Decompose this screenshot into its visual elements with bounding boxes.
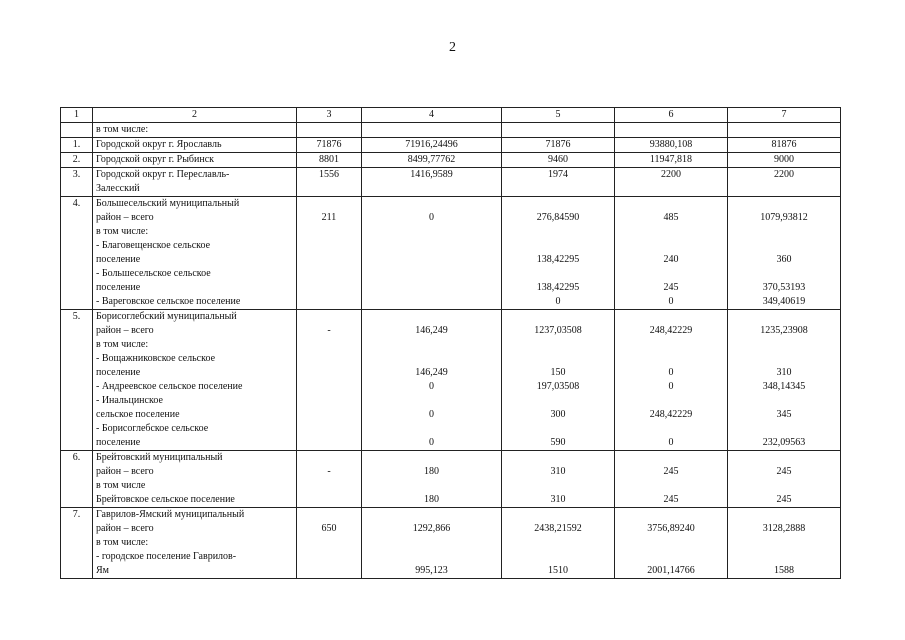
municipality-name (93, 168, 297, 197)
value-line (505, 394, 611, 408)
value-line: 0 (668, 437, 674, 448)
row-number: 3. (61, 168, 93, 197)
value-line (505, 451, 611, 465)
name-line: - Вощажниковское сельское (96, 353, 216, 364)
value-line (365, 310, 498, 324)
value-line (300, 451, 358, 465)
value-line: 2200 (774, 169, 794, 180)
value-line (731, 422, 837, 436)
value-cell-c6 (615, 508, 728, 579)
value-line (618, 422, 724, 436)
table-row (61, 508, 841, 579)
value-line: 1556 (319, 169, 339, 180)
value-line: 2200 (661, 169, 681, 180)
value-line: 8801 (319, 154, 339, 165)
value-line (365, 225, 498, 239)
value-line (365, 508, 498, 522)
value-line: 245 (663, 494, 679, 505)
value-cell-c5 (502, 168, 615, 197)
value-line (618, 451, 724, 465)
name-line: поселение (96, 437, 141, 448)
value-line (731, 550, 837, 564)
value-cell-c7 (728, 508, 841, 579)
value-line (618, 338, 724, 352)
value-line (731, 239, 837, 253)
value-line (731, 225, 837, 239)
table-row (61, 310, 841, 451)
value-line (505, 422, 611, 436)
value-cell-c3 (297, 138, 362, 153)
municipality-name (93, 153, 297, 168)
value-line: 300 (550, 409, 566, 420)
value-line (618, 310, 724, 324)
name-line: район – всего (96, 325, 154, 336)
value-line (300, 295, 358, 309)
value-line: 1079,93812 (760, 212, 808, 223)
subheader-label: в том числе: (93, 123, 297, 138)
value-line: 1292,866 (412, 523, 451, 534)
name-line: - городское поселение Гаврилов- (96, 551, 237, 562)
value-line: 0 (429, 409, 434, 420)
header-cell: 7 (728, 108, 841, 123)
value-cell-c7 (728, 138, 841, 153)
name-line: - Большесельское сельское (96, 268, 211, 279)
row-number: 2. (61, 153, 93, 168)
value-line: 11947,818 (649, 154, 693, 165)
value-line: 590 (550, 437, 566, 448)
value-line: 1237,03508 (534, 325, 582, 336)
value-cell-c6 (615, 310, 728, 451)
value-line (365, 239, 498, 253)
value-line (300, 225, 358, 239)
value-cell-c4 (362, 451, 502, 508)
value-line: 71916,24496 (405, 139, 458, 150)
value-line (365, 295, 498, 309)
value-line (505, 310, 611, 324)
value-cell-c7 (728, 451, 841, 508)
value-cell-c3 (297, 197, 362, 310)
value-line: 0 (429, 381, 434, 392)
header-row (61, 108, 841, 123)
value-cell-c7 (728, 168, 841, 197)
value-cell-c5 (502, 138, 615, 153)
value-line: 360 (776, 254, 792, 265)
value-line: 71876 (316, 139, 342, 150)
header-cell: 3 (297, 108, 362, 123)
value-cell-c4 (362, 153, 502, 168)
table-row (61, 197, 841, 310)
value-line: 1974 (548, 169, 568, 180)
municipality-name (93, 197, 297, 310)
value-cell-c3 (297, 508, 362, 579)
value-line (618, 182, 724, 196)
value-line (618, 197, 724, 211)
value-line: 0 (668, 296, 674, 307)
value-line: 370,53193 (762, 282, 806, 293)
value-line (365, 281, 498, 295)
value-line (731, 338, 837, 352)
value-line: 81876 (771, 139, 797, 150)
value-line (505, 182, 611, 196)
name-line: Брейтовский муниципальный (96, 452, 223, 463)
value-cell-c3 (297, 168, 362, 197)
name-line: Городской округ г. Ярославль (96, 139, 222, 150)
value-line: 276,84590 (536, 212, 580, 223)
value-line (300, 479, 358, 493)
value-line: 650 (321, 523, 337, 534)
value-line (300, 408, 358, 422)
value-line: 146,249 (415, 367, 448, 378)
value-cell-c7 (728, 310, 841, 451)
value-cell-c5 (502, 310, 615, 451)
value-line: 0 (429, 437, 434, 448)
value-line: 180 (424, 466, 439, 477)
name-line: Гаврилов-Ямский муниципальный (96, 509, 245, 520)
name-line: поселение (96, 282, 141, 293)
value-line (365, 550, 498, 564)
value-line: 485 (663, 212, 679, 223)
name-line: - Андреевское сельское поселение (96, 381, 243, 392)
name-line: в том числе: (96, 226, 149, 237)
value-line: 138,42295 (536, 282, 580, 293)
header-cell: 1 (61, 108, 93, 123)
municipality-name (93, 138, 297, 153)
header-cell: 4 (362, 108, 502, 123)
header-cell: 5 (502, 108, 615, 123)
value-line: 211 (321, 212, 337, 223)
value-line (618, 267, 724, 281)
name-line: сельское поселение (96, 409, 180, 420)
name-line: район – всего (96, 212, 154, 223)
value-line (300, 394, 358, 408)
value-line (731, 267, 837, 281)
value-cell-c4 (362, 310, 502, 451)
name-line: район – всего (96, 523, 154, 534)
municipality-name (93, 508, 297, 579)
value-line (365, 338, 498, 352)
value-line (618, 239, 724, 253)
value-line: 245 (776, 466, 792, 477)
value-line: 9460 (548, 154, 568, 165)
value-line: 245 (776, 494, 792, 505)
value-line: 245 (663, 466, 679, 477)
row-number: 4. (61, 197, 93, 310)
name-line: в том числе (96, 480, 146, 491)
value-line (300, 197, 358, 211)
value-line: 2001,14766 (647, 565, 695, 576)
value-line: 0 (668, 367, 674, 378)
value-line: 245 (663, 282, 679, 293)
row-number: 6. (61, 451, 93, 508)
row-number: 7. (61, 508, 93, 579)
budget-table (60, 107, 841, 579)
value-line (618, 550, 724, 564)
value-cell-c6 (615, 197, 728, 310)
value-line: 3128,2888 (762, 523, 806, 534)
value-cell-c3 (297, 310, 362, 451)
value-line (365, 536, 498, 550)
value-cell-c4 (362, 138, 502, 153)
name-line: Брейтовское сельское поселение (96, 494, 235, 505)
value-line (300, 380, 358, 394)
value-line: 71876 (545, 139, 571, 150)
value-cell-c6 (615, 168, 728, 197)
value-line: 138,42295 (536, 254, 580, 265)
header-cell: 2 (93, 108, 297, 123)
value-line (618, 508, 724, 522)
name-line: - Борисоглебское сельское (96, 423, 209, 434)
name-line: Ям (96, 565, 109, 576)
value-line (618, 479, 724, 493)
value-line (505, 267, 611, 281)
value-line (731, 479, 837, 493)
value-line: 197,03508 (536, 381, 580, 392)
value-line (505, 239, 611, 253)
table-row (61, 451, 841, 508)
value-line: 3756,89240 (647, 523, 695, 534)
value-line: 0 (668, 381, 674, 392)
value-line (731, 352, 837, 366)
name-line: поселение (96, 367, 141, 378)
value-line (300, 182, 358, 196)
value-line: - (327, 325, 331, 336)
value-line (505, 479, 611, 493)
value-cell-c5 (502, 451, 615, 508)
table-row (61, 138, 841, 153)
value-line: 0 (429, 212, 434, 223)
value-line: 232,09563 (762, 437, 806, 448)
value-cell-c6 (615, 153, 728, 168)
value-line (300, 281, 358, 295)
value-line: 1416,9589 (410, 169, 453, 180)
value-cell-c3 (297, 153, 362, 168)
value-line (300, 352, 358, 366)
value-cell-c5 (502, 508, 615, 579)
value-line: 180 (424, 494, 439, 505)
name-line: Городской округ г. Рыбинск (96, 154, 215, 165)
value-line (505, 508, 611, 522)
value-line (618, 352, 724, 366)
value-line (365, 197, 498, 211)
value-cell-c5 (502, 197, 615, 310)
value-line (300, 422, 358, 436)
value-line (365, 394, 498, 408)
value-line (300, 493, 358, 507)
row-number: 1. (61, 138, 93, 153)
value-line (365, 451, 498, 465)
value-line: 995,123 (415, 565, 448, 576)
table-row (61, 153, 841, 168)
name-line: поселение (96, 254, 141, 265)
municipality-name (93, 451, 297, 508)
value-line (300, 536, 358, 550)
value-line: 1235,23908 (760, 325, 808, 336)
name-line: Большесельский муниципальный (96, 198, 240, 209)
value-line: 1510 (548, 565, 568, 576)
value-cell-c4 (362, 197, 502, 310)
name-line: Залесский (96, 183, 140, 194)
value-line: 150 (550, 367, 566, 378)
value-cell-c5 (502, 153, 615, 168)
value-line (300, 239, 358, 253)
name-line: - Благовещенское сельское (96, 240, 211, 251)
value-line (365, 422, 498, 436)
value-line (505, 225, 611, 239)
value-cell-c4 (362, 168, 502, 197)
value-line (731, 182, 837, 196)
name-line: Борисоглебский муниципальный (96, 311, 237, 322)
value-line: 1588 (774, 565, 794, 576)
name-line: - Инальцинское (96, 395, 163, 406)
value-line: 248,42229 (649, 409, 693, 420)
value-line (300, 366, 358, 380)
name-line: район – всего (96, 466, 154, 477)
value-line: 310 (550, 466, 566, 477)
value-line: 2438,21592 (534, 523, 582, 534)
value-line (731, 310, 837, 324)
name-line: в том числе: (96, 537, 149, 548)
value-line (300, 338, 358, 352)
value-line (505, 352, 611, 366)
value-cell-c6 (615, 138, 728, 153)
value-line: 9000 (774, 154, 794, 165)
value-line: - (327, 466, 331, 477)
value-line (365, 267, 498, 281)
header-cell: 6 (615, 108, 728, 123)
value-line (300, 267, 358, 281)
value-line (505, 197, 611, 211)
value-line (731, 508, 837, 522)
value-line (505, 338, 611, 352)
value-line: 345 (776, 409, 792, 420)
value-cell-c4 (362, 508, 502, 579)
value-line (618, 394, 724, 408)
value-line: 8499,77762 (407, 154, 456, 165)
subheader-row (61, 123, 841, 138)
page-number: 2 (449, 40, 456, 55)
value-line: 248,42229 (649, 325, 693, 336)
value-line (505, 550, 611, 564)
value-line (300, 253, 358, 267)
value-line (365, 182, 498, 196)
row-number: 5. (61, 310, 93, 451)
value-line (300, 310, 358, 324)
value-line (731, 451, 837, 465)
value-cell-c7 (728, 153, 841, 168)
value-line (731, 394, 837, 408)
value-line (300, 550, 358, 564)
value-cell-c7 (728, 197, 841, 310)
value-cell-c3 (297, 451, 362, 508)
value-line: 348,14345 (762, 381, 806, 392)
value-line (618, 225, 724, 239)
value-line: 146,249 (415, 325, 448, 336)
value-line (365, 253, 498, 267)
value-line (365, 352, 498, 366)
value-line (300, 508, 358, 522)
value-line (731, 536, 837, 550)
value-line: 310 (550, 494, 566, 505)
value-line: 0 (555, 296, 561, 307)
name-line: Городской округ г. Переславль- (96, 169, 230, 180)
name-line: в том числе: (96, 339, 149, 350)
value-line (300, 436, 358, 450)
value-line (365, 479, 498, 493)
value-line (300, 564, 358, 578)
table-row (61, 168, 841, 197)
value-cell-c6 (615, 451, 728, 508)
value-line: 349,40619 (762, 296, 806, 307)
value-line (731, 197, 837, 211)
value-line: 310 (776, 367, 792, 378)
name-line: - Вареговское сельское поселение (96, 296, 241, 307)
value-line: 93880,108 (649, 139, 693, 150)
value-line (618, 536, 724, 550)
municipality-name (93, 310, 297, 451)
value-line: 240 (663, 254, 679, 265)
value-line (505, 536, 611, 550)
